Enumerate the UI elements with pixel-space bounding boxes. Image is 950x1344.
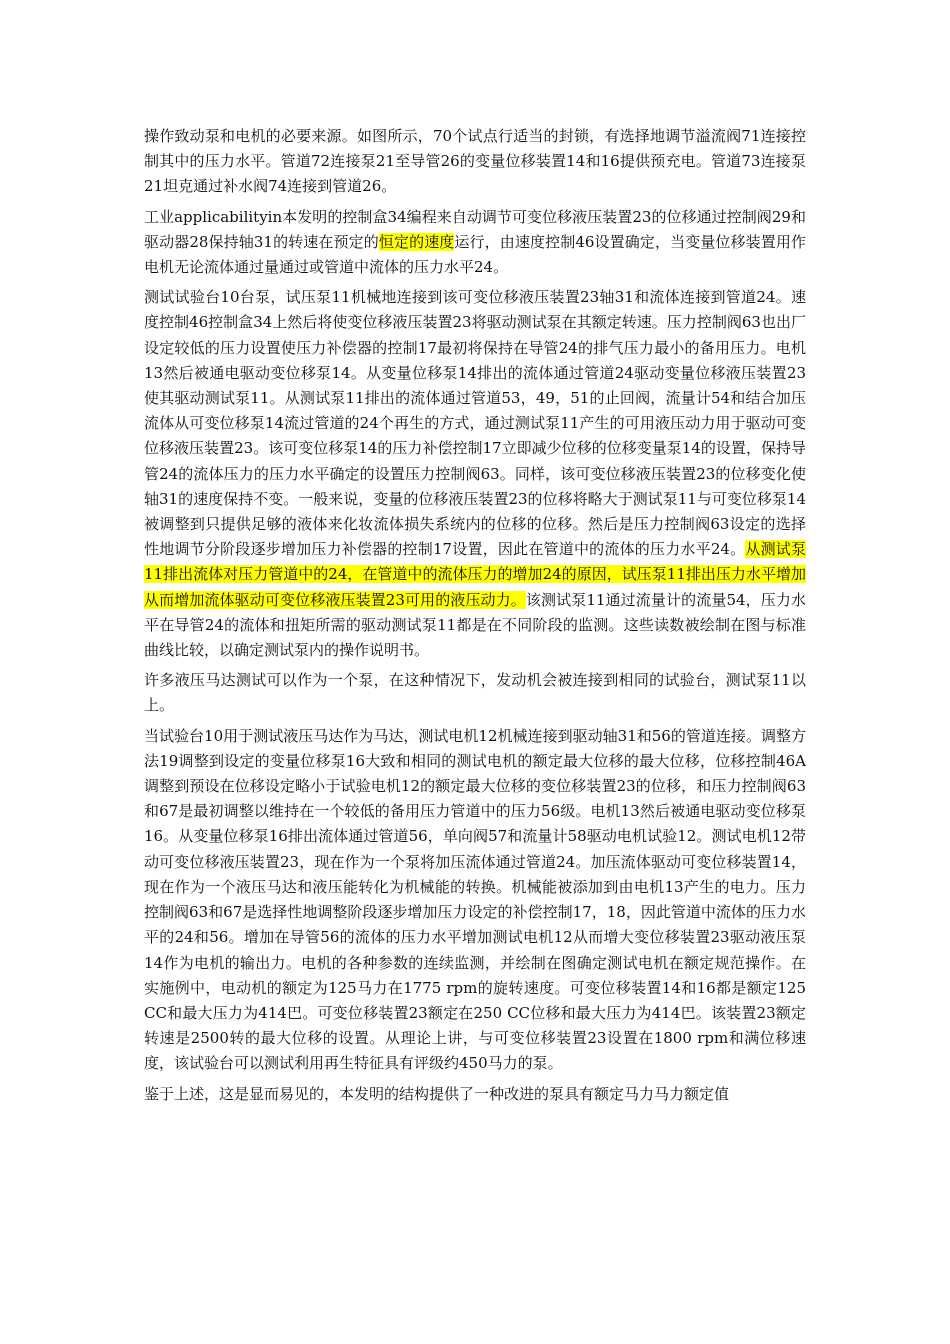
paragraph xyxy=(144,285,806,663)
text-segment: 运行，由速度控制46设置确定，当变量位移装置用作电机无论流体通过量通过或管道中流体的压力水平24。 xyxy=(144,232,806,277)
paragraph xyxy=(144,668,806,718)
text-segment: 测试试验台10台泵，试压泵11机械地连接到该可变位移液压装置23轴31和流体连接到管道24。速度控制46控制盒34上然后将使变位移液压装置23将驱动测试泵在其额定转速。压力控制阀63也出厂设定较低的压力设置使压力补偿器的控制17最初将保持在导管24的排气压力最小的备用压力。电机13然后被通电驱动变位移泵14。从变量位移泵14排出的流体通过管道24驱动变量位移液压装置23使其驱动测试泵11。从测试泵11排出的流体通过管道53，49，51的止回阀，流量计54和结合加压流体从可变位移泵14流过管道的24个再生的方式，通过测试泵11产生的可用液压动力用于驱动可变位移液压装置23。该可变位移泵14的压力补偿控制17立即减少位移的位移变量泵14的设置，保持导管24的流体压力的压力水平确定的设置压力控制阀63。同样，该可变位移液压装置23的位移变化使轴31的速度保持不变。一般来说，变量的位移液压装置23的位移将略大于测试泵11与可变位移泵14被调整到只提供足够的液体来化妆流体损失系统内的位移的位移。然后是压力控制阀63设定的选择性地调节分阶段逐步增加压力补偿器的控制17设置，因此在管道中的流体的压力水平24。 xyxy=(144,288,806,559)
text-segment: 鉴于上述，这是显而易见的，本发明的结构提供了一种改进的泵具有额定马力马力额定值 xyxy=(144,1084,730,1103)
paragraph xyxy=(144,724,806,1077)
paragraph xyxy=(144,205,806,281)
document-body xyxy=(144,124,806,1112)
highlighted-text: 恒定的速度 xyxy=(378,232,455,251)
text-segment: 工业applicabilityin本发明的控制盒34编程来自动调节可变位移液压装置23的位移通过控制阀29和驱动器28保持轴31的转速在预定的 xyxy=(144,207,806,251)
paragraph xyxy=(144,1082,806,1107)
text-segment: 当试验台10用于测试液压马达作为马达，测试电机12机械连接到驱动轴31和56的管道连接。调整方法19调整到设定的变量位移泵16大致和相同的测试电机的额定最大位移的最大位移，位移控制46A调整到预设在位移设定略小于试验电机12的额定最大位移的变位移装置23的位移，和压力控制阀63和67是最初调整以维持在一个较低的备用压力管道中的压力56级。电机13然后被通电驱动变位移泵16。从变量位移泵16排出流体通过管道56，单向阀57和流量计58驱动电机试验12。测试电机12带动可变位移液压装置23，现在作为一个泵将加压流体通过管道24。加压流体驱动可变位移装置14，现在作为一个液压马达和液压能转化为机械能的转换。机械能被添加到由电机13产生的电力。压力控制阀63和67是选择性地调整阶段逐步增加压力设定的补偿控制17，18，因此管道中流体的压力水平的24和56。增加在导管56的流体的压力水平增加测试电机12从而增大变位移装置23驱动液压泵14作为电机的输出力。电机的各种参数的连续监测，并绘制在图确定测试电机在额定规范操作。在实施例中，电动机的额定为125马力在1775 rpm的旋转速度。可变位移装置14和16都是额定125 CC和最大压力为414巴。可变位移装置23额定在250 CC位移和最大压力为414巴。该装置23额定转速是2500转的最大位移的设置。从理论上讲，与可变位移装置23设置在1800 rpm和满位移速度，该试验台可以测试利用再生特征具有评级约450马力的泵。 xyxy=(144,726,806,1073)
text-segment: 操作致动泵和电机的必要来源。如图所示，70个试点行适当的封锁，有选择地调节溢流阀71连接控制其中的压力水平。管道72连接泵21至导管26的变量位移装置14和16提供预充电。管道73连接泵21坦克通过补水阀74连接到管道26。 xyxy=(144,127,806,196)
text-segment: 该测试泵11通过流量计的流量54，压力水平在导管24的流体和扭矩所需的驱动测试泵11都是在不同阶段的监测。这些读数被绘制在图与标准曲线比较，以确定测试泵内的操作说明书。 xyxy=(144,590,806,660)
paragraph xyxy=(144,124,806,200)
highlighted-text: 从测试泵11排出流体对压力管道中的24，在管道中的流体压力的增加24的原因，试压泵11排出压力水平增加从而增加流体驱动可变位移液压装置23可用的液压动力。 xyxy=(144,540,806,609)
text-segment: 许多液压马达测试可以作为一个泵，在这种情况下，发动机会被连接到相同的试验台，测试泵11以上。 xyxy=(144,671,806,715)
